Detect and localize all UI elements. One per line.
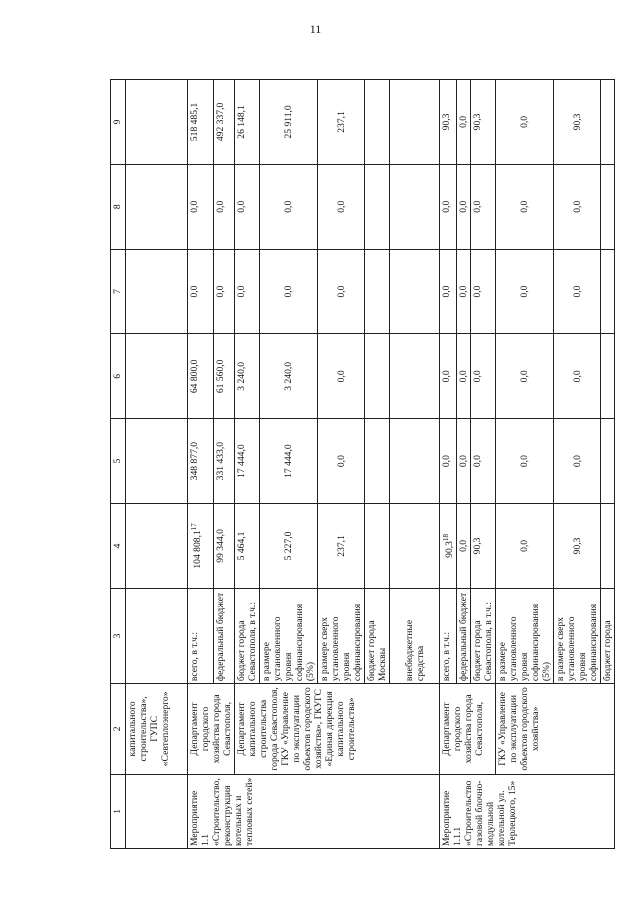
value-cell: 0,0 [440, 164, 457, 249]
value-cell: 64 800,0 [188, 334, 214, 419]
value-cell [601, 504, 615, 589]
source-cell: бюджет города [601, 588, 615, 683]
funding-table [110, 79, 615, 849]
header-cell: 9 [111, 80, 126, 165]
source-cell: в размере установленного уровня софинансирования (5%) [496, 588, 554, 683]
page-number: 11 [309, 22, 322, 36]
value-cell [365, 334, 390, 419]
value-cell: 17 444,0 [260, 419, 318, 504]
value-cell: 25 911,0 [260, 80, 318, 165]
responsible-executor: Департамент городского хозяйства города Севастополя, [188, 684, 235, 775]
header-cell: 5 [111, 419, 126, 504]
value-cell [365, 249, 390, 334]
header-row [111, 80, 126, 849]
value-cell: 0,0 [260, 249, 318, 334]
value-cell: 237,1 [318, 504, 365, 589]
source-cell: федеральный бюджет [213, 588, 234, 683]
source-cell: федеральный бюджет [457, 588, 471, 683]
value-cell: 0,0 [471, 334, 496, 419]
value-cell: 0,0 [457, 504, 471, 589]
table-row [440, 80, 457, 849]
source-cell: внебюджетные средства [390, 588, 440, 683]
responsible-executor: Департамент городского хозяйства города Севастополя, [440, 684, 496, 775]
source-cell: всего, в т.ч.: [440, 588, 457, 683]
value-cell: 331 433,0 [213, 419, 234, 504]
value-cell: 3 240,0 [260, 334, 318, 419]
header-cell: 6 [111, 334, 126, 419]
header-cell: 2 [111, 684, 126, 775]
header-cell: 7 [111, 249, 126, 334]
value-cell: 237,1 [318, 80, 365, 165]
value-cell: 99 344,0 [213, 504, 234, 589]
value-cell: 5 464,1 [235, 504, 260, 589]
empty-cell [126, 419, 188, 504]
value-cell: 90,3 [471, 80, 496, 165]
value-cell: 0,0 [213, 164, 234, 249]
empty-cell [126, 504, 188, 589]
header-cell: 3 [111, 588, 126, 683]
value-cell [601, 419, 615, 504]
value-cell: 0,0 [440, 334, 457, 419]
value-cell: 0,0 [471, 164, 496, 249]
value-cell [601, 249, 615, 334]
value-cell: 90,3 [554, 80, 601, 165]
value-cell: 90,3 [440, 80, 457, 165]
source-cell: всего, в т.ч.: [188, 588, 214, 683]
responsible-executor-2: Департамент капитального строительства города Севастополя, ГКУ «Управление по эксплуатации объектов городского хозяйства», ГКУГС «Единая дирекция капитального строительства» [235, 684, 440, 775]
value-cell: 0,0 [235, 249, 260, 334]
value-cell [390, 249, 440, 334]
responsible-continued: капитального строительства», ГУПС «Севтеплоэнерго» [126, 684, 188, 775]
value-cell [390, 80, 440, 165]
value-cell: 26 148,1 [235, 80, 260, 165]
value-cell: 90,3 [471, 504, 496, 589]
value-cell: 0,0 [260, 164, 318, 249]
value-cell: 492 337,0 [213, 80, 234, 165]
value-cell: 5 227,0 [260, 504, 318, 589]
value-cell: 0,0 [471, 419, 496, 504]
value-cell: 0,0 [318, 249, 365, 334]
empty-cell [126, 80, 188, 165]
value-cell [601, 164, 615, 249]
footnote-mark: 18 [442, 534, 450, 542]
value-cell: 0,0 [554, 164, 601, 249]
value-cell: 0,0 [496, 80, 554, 165]
value-cell: 0,0 [457, 419, 471, 504]
table-row [235, 80, 260, 849]
value-cell: 0,0 [496, 334, 554, 419]
value-cell [390, 419, 440, 504]
footnote-mark: 17 [190, 523, 198, 531]
empty-cell [126, 164, 188, 249]
value-cell [365, 504, 390, 589]
empty-cell [126, 774, 188, 848]
value-cell: 0,0 [496, 249, 554, 334]
value-cell [390, 504, 440, 589]
rotated-table-wrapper [110, 79, 614, 849]
responsible-executor-2: ГКУ «Управление по эксплуатации объектов городского хозяйства» [496, 684, 615, 775]
value-cell [365, 164, 390, 249]
value-cell: 0,0 [235, 164, 260, 249]
value-cell: 0,0 [457, 249, 471, 334]
value-cell: 0,0 [188, 164, 214, 249]
value-cell: 518 485,1 [188, 80, 214, 165]
source-cell: бюджет города Москвы [365, 588, 390, 683]
value-cell: 0,0 [496, 419, 554, 504]
source-cell: бюджет города Севастополя, в т.ч.: [235, 588, 260, 683]
value-cell: 0,0 [496, 164, 554, 249]
source-cell: бюджет города Севастополя, в т.ч.: [471, 588, 496, 683]
value-cell: 0,0 [554, 249, 601, 334]
value-cell: 0,0 [554, 334, 601, 419]
value-cell: 0,0 [457, 334, 471, 419]
header-cell: 4 [111, 504, 126, 589]
header-cell: 1 [111, 774, 126, 848]
value-cell: 0,0 [457, 164, 471, 249]
value-cell: 90,3$^{18}$ [440, 504, 457, 589]
measure-title: Мероприятие 1.1 «Строительство, реконструкция котельных и тепловых сетей» [188, 774, 440, 848]
table-row [496, 80, 554, 849]
value-cell: 90,3 [554, 504, 601, 589]
value-cell: 104 808,1$^{17}$ [188, 504, 214, 589]
value-cell [365, 80, 390, 165]
value-cell [390, 334, 440, 419]
source-cell: в размере установленного уровня софинансирования (5%) [260, 588, 318, 683]
measure-title: Мероприятие 1.1.1 «Строительство газовой блочно-модульной котельной ул. Терлецкого, 15» [440, 774, 615, 848]
value-cell [601, 334, 615, 419]
empty-cell [126, 249, 188, 334]
value-cell: 0,0 [554, 419, 601, 504]
table-row-continued [126, 80, 188, 849]
value-cell [601, 80, 615, 165]
value-cell: 0,0 [318, 419, 365, 504]
value-cell: 0,0 [471, 249, 496, 334]
source-cell: в размере сверх установленного уровня софинансирования [554, 588, 601, 683]
value-cell: 0,0 [318, 334, 365, 419]
value-cell: 0,0 [496, 504, 554, 589]
empty-cell [126, 588, 188, 683]
empty-cell [126, 334, 188, 419]
value-cell: 61 560,0 [213, 334, 234, 419]
value-cell [365, 419, 390, 504]
value-cell: 0,0 [213, 249, 234, 334]
value-cell: 348 877,0 [188, 419, 214, 504]
value-cell [390, 164, 440, 249]
value-cell: 17 444,0 [235, 419, 260, 504]
table-row [188, 80, 214, 849]
value-cell: 0,0 [440, 419, 457, 504]
source-cell: в размере сверх установленного уровня софинансирования [318, 588, 365, 683]
value-cell: 0,0 [318, 164, 365, 249]
value-cell: 0,0 [188, 249, 214, 334]
header-cell: 8 [111, 164, 126, 249]
value-cell: 3 240,0 [235, 334, 260, 419]
value-cell: 0,0 [457, 80, 471, 165]
value-cell: 0,0 [440, 249, 457, 334]
